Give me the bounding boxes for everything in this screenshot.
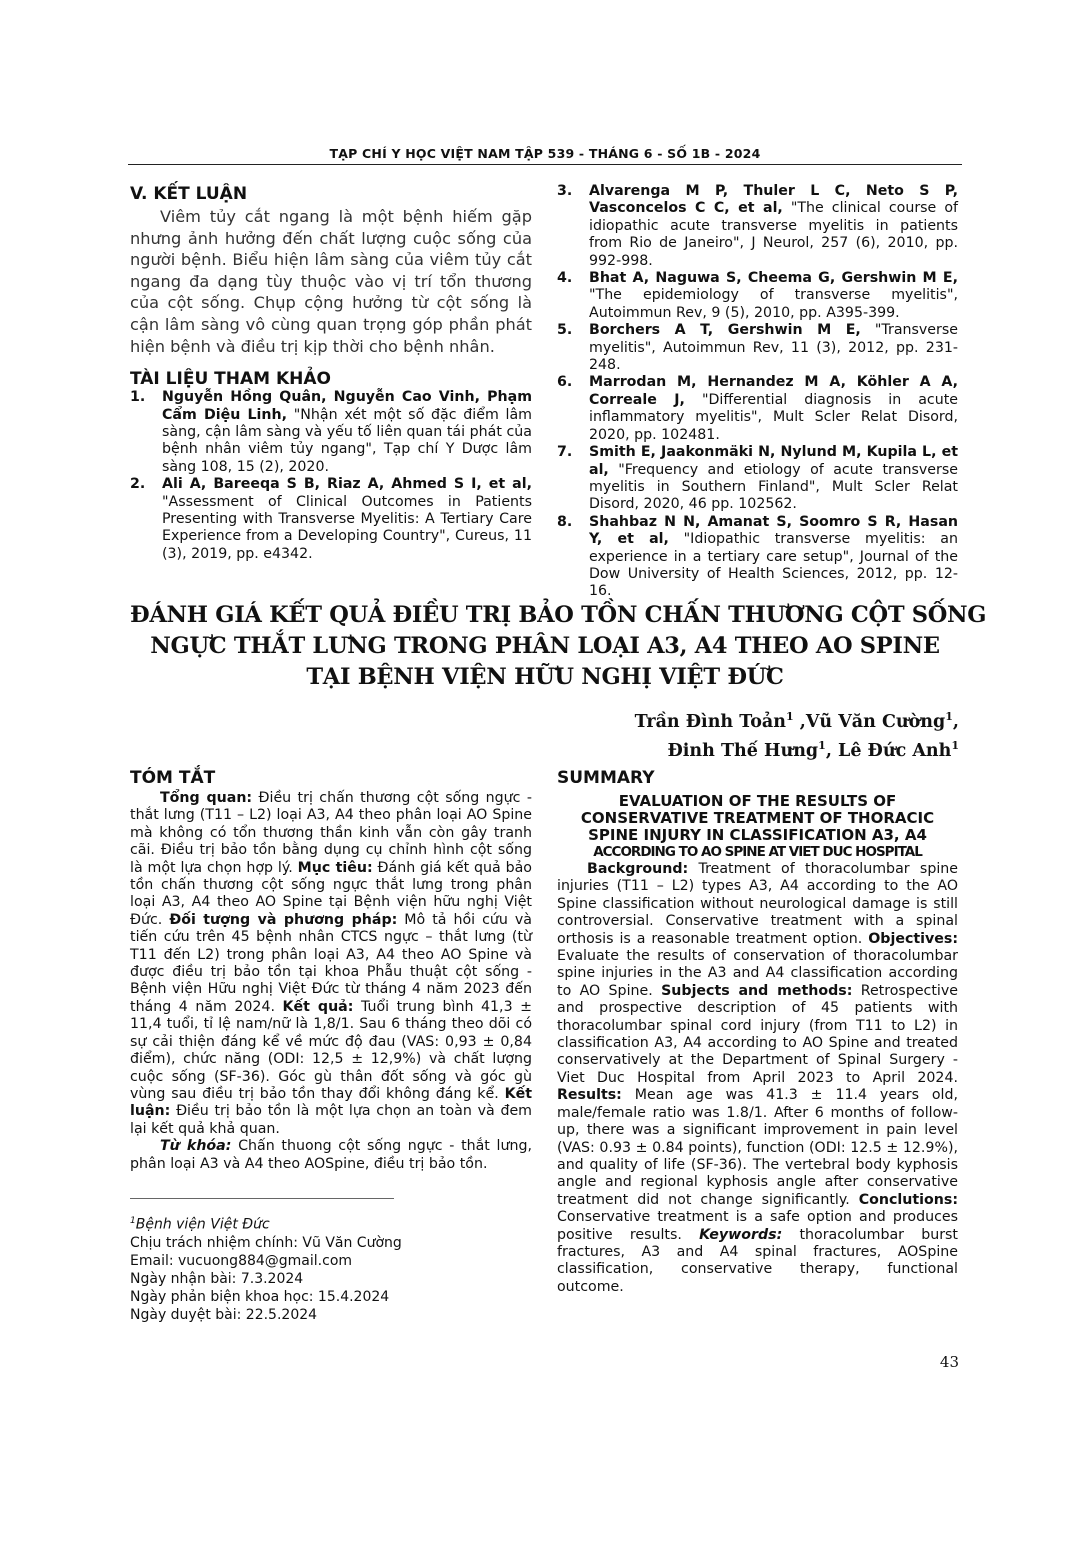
- summary-heading: SUMMARY: [557, 768, 655, 788]
- author-affiliation-mark: 1: [785, 710, 794, 723]
- reference-item: 2. Ali A, Bareeqa S B, Riaz A, Ahmed S I, et al, "Assessment of Clinical Outcomes in Patients Presenting with Transverse Myelitis: A Tertiary Care Experience from a Developing Country", Cureus, 11 (3), 2019, pp. e4342.: [130, 476, 532, 562]
- references-list-right: [557, 183, 958, 601]
- reference-item: 1. Nguyễn Hồng Quân, Nguyễn Cao Vinh, Phạm Cẩm Diệu Linh, "Nhận xét một số đặc điểm lâm sàng, cận lâm sàng và yếu tố liên quan tái phát của bệnh nhân viêm tủy ngang", Tạp chí Y Dược lâm sàng 108, 15 (2), 2020.: [130, 389, 532, 475]
- reference-item: 7. Smith E, Jaakonmäki N, Nylund M, Kupila L, et al, "Frequency and etiology of acute transverse myelitis in Southern Finland", Mult Scler Relat Disord, 2020, 46 pp. 102562.: [557, 444, 958, 513]
- right-column-top: [557, 183, 958, 601]
- abstract-vi-heading: TÓM TẮT: [130, 768, 216, 788]
- footnote-line: Ngày phản biện khoa học: 15.4.2024: [130, 1288, 390, 1305]
- references-list-left: [130, 389, 532, 563]
- reference-item: 3. Alvarenga M P, Thuler L C, Neto S P, Vasconcelos C C, et al, "The clinical course of idiopathic acute transverse myelitis in patients from Rio de Janeiro", J Neurol, 257 (6), 2010, pp. 992-998.: [557, 183, 958, 269]
- article-title-line: NGỰC THẮT LƯNG TRONG PHÂN LOẠI A3, A4 THEO AO SPINE: [150, 633, 940, 659]
- references-heading: TÀI LIỆU THAM KHẢO: [130, 369, 331, 390]
- footnote-line: Email: vucuong884@gmail.com: [130, 1252, 353, 1269]
- author-name: Trần Đình Toản: [634, 711, 786, 732]
- reference-item: 5. Borchers A T, Gershwin M E, "Transverse myelitis", Autoimmun Rev, 11 (3), 2012, pp. 231-248.: [557, 322, 958, 374]
- author-affiliation-mark: 1: [945, 710, 953, 723]
- footnote-line: Ngày nhận bài: 7.3.2024: [130, 1270, 304, 1287]
- left-column-top: [130, 184, 532, 563]
- abstract-vi-keywords: Từ khóa: Chấn thuong cột sống ngực - thắt lưng, phân loại A3 và A4 theo AOSpine, điều trị bảo tồn.: [130, 1138, 533, 1172]
- summary-title: EVALUATION OF THE RESULTS OF CONSERVATIVE TREATMENT OF THORACIC SPINE INJURY IN CLASSIFICATION A3, A4 ACCORDING TO AO SPINE AT VIET DUC HOSPITAL: [580, 792, 935, 860]
- author-name: Vũ Văn Cường: [805, 711, 946, 732]
- summary-en: [557, 768, 958, 1296]
- author-name: Lê Đức Anh: [838, 740, 952, 761]
- conclusion-text: Viêm tủy cắt ngang là một bệnh hiếm gặp nhưng ảnh hưởng đến chất lượng cuộc sống của người bệnh. Biểu hiện lâm sàng của viêm tủy cắt ngang đa dạng tùy thuộc vào vị trí tổn thương của cột sống. Chụp cộng hưởng từ cột sống là cận lâm sàng vô cùng quan trọng góp phần phát hiện bệnh và điều trị kịp thời cho bệnh nhân.: [130, 207, 532, 356]
- article-title-line: TẠI BỆNH VIỆN HỮU NGHỊ VIỆT ĐỨC: [306, 664, 784, 690]
- footnotes: [130, 1212, 530, 1324]
- author-affiliation-mark: 1: [951, 738, 959, 752]
- reference-item: 6. Marrodan M, Hernandez M A, Köhler A A, Correale J, "Differential diagnosis in acute inflammatory myelitis", Mult Scler Relat Disord, 2020, pp. 102481.: [557, 374, 958, 443]
- author-affiliation-mark: 1: [818, 738, 826, 752]
- page-number: 43: [939, 1353, 959, 1371]
- footnote-rule: [130, 1198, 394, 1199]
- summary-text: Background: Treatment of thoracolumbar spine injuries (T11 – L2) types A3, A4 according to the AO Spine classification without neurological damage is still controversial. Conservative treatment with a spinal orthosis is a reasonable treatment option. Objectives: Evaluate the results of conservation of thoracolumbar spine injuries in the A3 and A4 classification according to AO Spine. Subjects and methods: Retrospective and prospective description of 45 patients with thoracolumbar spinal cord injury (from T11 to L2) in classification A3, A4 according to AO Spine and treated conservatively at the Department of Spinal Surgery - Viet Duc Hospital from April 2023 to April 2024. Results: Mean age was 41.3 ± 11.4 years old, male/female ratio was 1.8/1. After 6 months of follow-up, there was a significant improvement in pain level (VAS: 0.93 ± 0.84 points), function (ODI: 12.5 ± 12.9%), and quality of life (SF-36). The vertebral body kyphosis angle and regional kyphosis angle after conservative treatment did not change significantly. Conclutions: Conservative treatment is a safe option and produces positive results. Keywords: thoracolumbar burst fractures, A3 and A4 spinal fractures, AOSpine classification, conservative therapy, functional outcome.: [557, 861, 958, 1295]
- reference-item: 8. Shahbaz N N, Amanat S, Soomro S R, Hasan Y, et al, "Idiopathic transverse myelitis: an experience in a tertiary care setup", Journal of the Dow University of Health Sciences, 2012, pp. 12-16.: [557, 513, 958, 600]
- article-title: [130, 600, 987, 693]
- abstract-vi-text: Tổng quan: Điều trị chấn thương cột sống ngực - thắt lưng (T11 – L2) loại A3, A4 theo phân loại AO Spine mà không có tổn thương thần kinh vẫn còn gây tranh cãi. Điều trị bảo tồn bằng dụng cụ chỉnh hình cột sống là một lựa chọn hợp lý. Mục tiêu: Đánh giá kết quả bảo tồn chấn thương cột sống ngực thắt lưng trong phân loại A3, A4 theo AO Spine tại Bệnh viện hữu nghị Việt Đức. Đối tượng và phương pháp: Mô tả hồi cứu và tiến cứu trên 45 bệnh nhân CTCS ngực – thắt lưng (từ T11 đến L2) trong phân loại A3, A4 theo AO Spine và được điều trị bảo tồn tại khoa Phẫu thuật cột sống - Bệnh viện Hữu nghị Việt Đức từ tháng 4 năm 2023 đến tháng 4 năm 2024. Kết quả: Tuổi trung bình 41,3 ± 11,4 tuổi, tỉ lệ nam/nữ là 1,8/1. Sau 6 tháng theo dõi có sự cải thiện đáng kể về mức độ đau (VAS: 0,93 ± 0,84 điểm), chức năng (ODI: 12,5 ± 12,9%) và chất lượng cuộc sống (SF-36). Góc gù thân đốt sống và góc gù vùng sau điều trị bảo tồn thay đổi không đáng kể. Kết luận: Điều trị bảo tồn là một lựa chọn an toàn và đem lại kết quả khả quan.: [130, 790, 533, 1137]
- footnote-line: Chịu trách nhiệm chính: Vũ Văn Cường: [130, 1234, 402, 1251]
- abstract-vi: [130, 768, 532, 1173]
- footnote-line: Ngày duyệt bài: 22.5.2024: [130, 1306, 318, 1323]
- conclusion-heading: V. KẾT LUẬN: [130, 184, 248, 204]
- footnote-affiliation: $^1$Bệnh viện Việt Đức: [130, 1216, 270, 1233]
- authors: Trần Đình Toản$^1$ ,Vũ Văn Cường$^1$, Đinh Thế Hưng$^1$, Lê Đức Anh$^1$: [634, 710, 959, 761]
- journal-header: TẠP CHÍ Y HỌC VIỆT NAM TẬP 539 - THÁNG 6 - SỐ 1B - 2024: [329, 146, 761, 161]
- author-name: Đinh Thế Hưng: [667, 740, 819, 761]
- reference-item: 4. Bhat A, Naguwa S, Cheema G, Gershwin M E, "The epidemiology of transverse myelitis", Autoimmun Rev, 9 (5), 2010, pp. A395-399.: [557, 270, 958, 321]
- header-rule: [128, 164, 962, 165]
- article-title-line: ĐÁNH GIÁ KẾT QUẢ ĐIỀU TRỊ BẢO TỒN CHẤN THƯƠNG CỘT SỐNG: [130, 602, 987, 628]
